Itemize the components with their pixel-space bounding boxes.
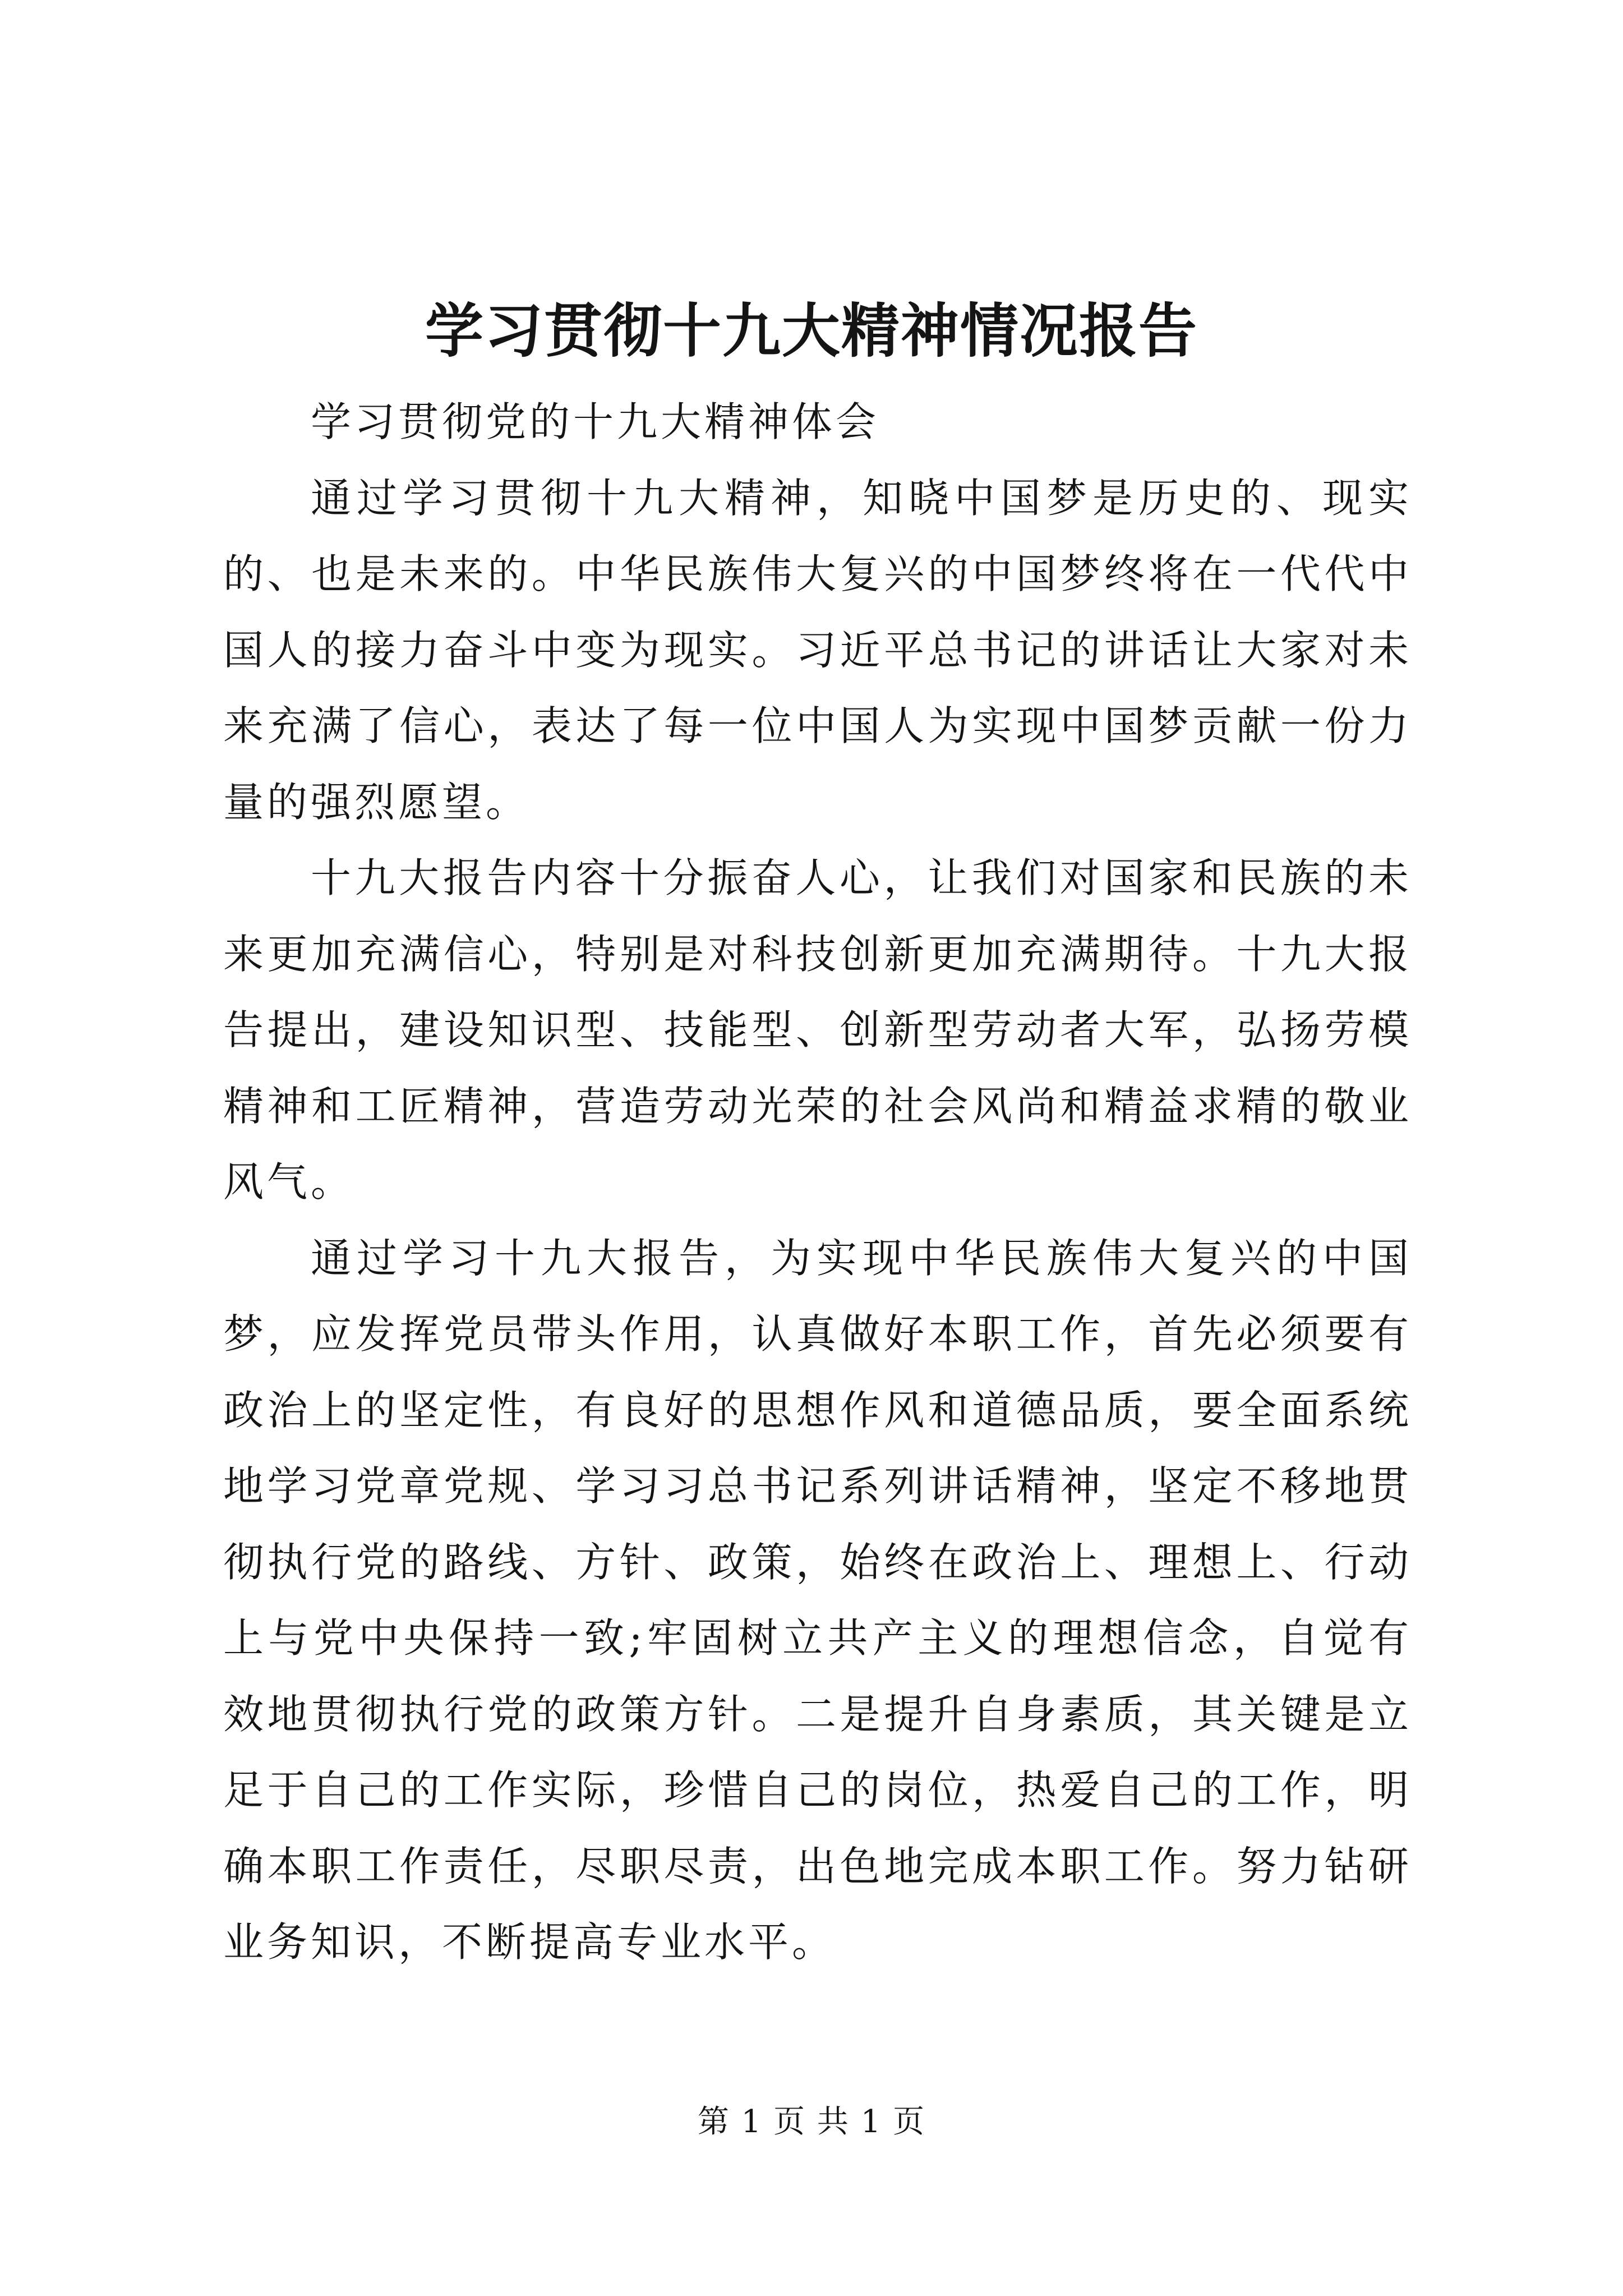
body-paragraph: 通过学习贯彻十九大精神，知晓中国梦是历史的、现实的、也是未来的。中华民族伟大复兴的中国梦终将在一代代中国人的接力奋斗中变为现实。习近平总书记的讲话让大家对未来充满了信心，表达了每一位中国人为实现中国梦贡献一份力量的强烈愿望。 <box>223 474 1412 826</box>
subtitle-paragraph: 学习贯彻党的十九大精神体会 <box>311 398 880 445</box>
page-number-footer: 第 1 页 共 1 页 <box>697 2104 926 2140</box>
body-paragraph: 通过学习十九大报告，为实现中华民族伟大复兴的中国梦，应发挥党员带头作用，认真做好本职工作，首先必须要有政治上的坚定性，有良好的思想作风和道德品质，要全面系统地学习党章党规、学习习总书记系列讲话精神，坚定不移地贯彻执行党的路线、方针、政策，始终在政治上、理想上、行动上与党中央保持一致;牢固树立共产主义的理想信念，自觉有效地贯彻执行党的政策方针。二是提升自身素质，其关键是立足于自己的工作实际，珍惜自己的岗位，热爱自己的工作，明确本职工作责任，尽职尽责，出色地完成本职工作。努力钻研业务知识，不断提高专业水平。 <box>223 1234 1412 1966</box>
body-paragraph: 十九大报告内容十分振奋人心，让我们对国家和民族的未来更加充满信心，特别是对科技创新更加充满期待。十九大报告提出，建设知识型、技能型、创新型劳动者大军，弘扬劳模精神和工匠精神，营造劳动光荣的社会风尚和精益求精的敬业风气。 <box>223 854 1412 1205</box>
document-title: 学习贯彻十九大精神情况报告 <box>425 296 1198 365</box>
document-body <box>223 384 1412 1981</box>
